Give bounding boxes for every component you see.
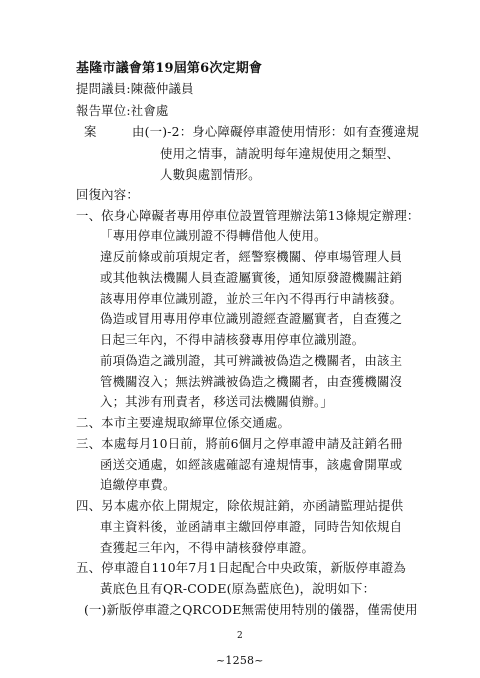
document-title: 基隆市議會第19屆第6次定期會 bbox=[76, 61, 263, 76]
body-line: 二、本市主要違規取締單位係交通處。 bbox=[76, 415, 291, 430]
body-line: 五、停車證自110年7月1日起配合中央政策，新版停車證為 bbox=[76, 560, 407, 575]
body-line: 車主資料後，並函請車主繳回停車證，同時告知依規自 bbox=[100, 519, 403, 534]
body-line: 管機關沒入；無法辨識被偽造之機關者，由查獲機關沒 bbox=[100, 374, 403, 389]
body-line: 三、本處每月10日前，將前6個月之停車證申請及註銷名冊 bbox=[76, 436, 403, 451]
body-line: 該專用停車位識別證，並於三年內不得再行申請核發。 bbox=[100, 291, 403, 306]
body-line: 偽造或冒用專用停車位識別證經查證屬實者，自查獲之 bbox=[100, 311, 403, 326]
body-line: 黃底色且有QR-CODE(原為藍底色)，說明如下： bbox=[100, 581, 376, 596]
page-number: 2 bbox=[237, 631, 243, 641]
proposer-line: 提問議員:陳薇仲議員 bbox=[76, 81, 194, 96]
report-unit-line: 報告單位:社會處 bbox=[76, 103, 169, 118]
case-text-line-2: 使用之情事，請說明每年違規使用之類型、 bbox=[160, 146, 400, 161]
body-line: 日起三年內，不得申請核發專用停車位識別證。 bbox=[100, 332, 365, 347]
body-line: (一)新版停車證之QRCODE無需使用特別的儀器，僅需使用 bbox=[84, 602, 418, 617]
body-line: 一、依身心障礙者專用停車位設置管理辦法第13條規定辦理： bbox=[76, 208, 420, 223]
body-line: 或其他執法機關人員查證屬實後，通知原發證機關註銷 bbox=[100, 270, 403, 285]
reply-label: 回復內容： bbox=[76, 187, 139, 202]
body-line: 追繳停車費。 bbox=[100, 477, 176, 492]
case-label: 案 bbox=[84, 124, 97, 139]
body-line: 入；其涉有刑責者，移送司法機關偵辦。」 bbox=[100, 394, 334, 409]
body-line: 前項偽造之識別證，其可辨識被偽造之機關者，由該主 bbox=[100, 353, 403, 368]
document-page-marker: ~1258~ bbox=[216, 654, 264, 667]
case-text-line-1: 由(一)-2：身心障礙停車證使用情形：如有查獲違規 bbox=[132, 124, 419, 139]
case-text-line-3: 人數與處罰情形。 bbox=[160, 167, 261, 182]
body-line: 四、另本處亦依上開規定，除依規註銷，亦函請監理站提供 bbox=[76, 498, 404, 513]
body-line: 「專用停車位識別證不得轉借他人使用。 bbox=[100, 228, 327, 243]
body-line: 查獲起三年內，不得申請核發停車證。 bbox=[100, 540, 315, 555]
body-line: 函送交通處，如經該處確認有違規情事，該處會開單或 bbox=[100, 457, 403, 472]
body-line: 違反前條或前項規定者，經警察機關、停車場管理人員 bbox=[100, 249, 403, 264]
